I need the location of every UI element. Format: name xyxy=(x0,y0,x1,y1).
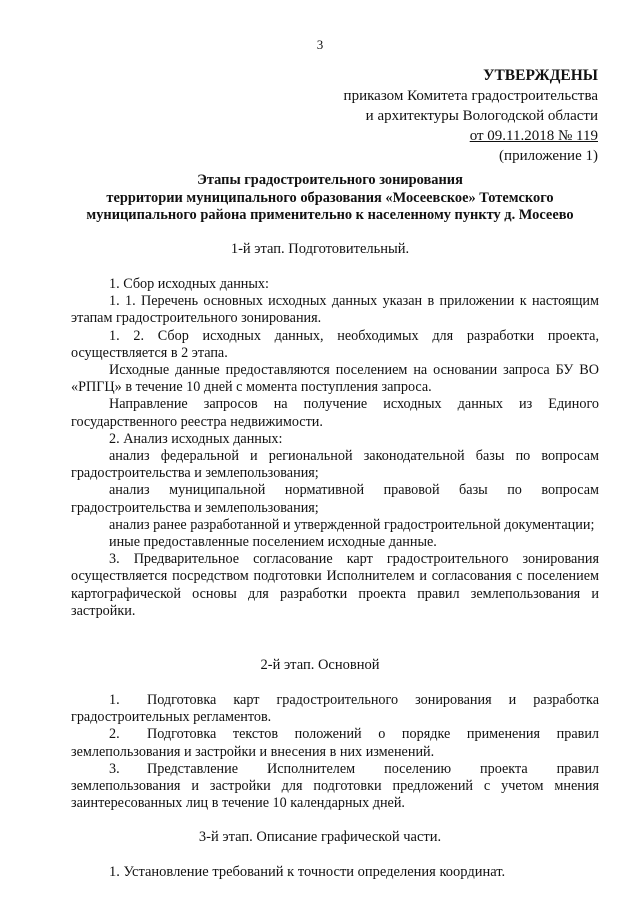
page-number: 3 xyxy=(316,37,324,52)
approval-heading: УТВЕРЖДЕНЫ xyxy=(483,67,598,84)
list-item-number: 1. xyxy=(109,692,120,708)
title-line: муниципального района применительно к населенному пункту д. Мосеево xyxy=(86,207,574,223)
paragraph: 3. Предварительное согласование карт градостроительного зонирования осуществляется посредством подготовки Исполнителем и согласования с поселением картографической основы для разработки проекта правил землепользования и застройки. xyxy=(71,551,599,619)
stage3-item: 1. Установление требований к точности определения координат. xyxy=(109,864,506,880)
title-line: территории муниципального образования «Мосеевское» Тотемского xyxy=(106,189,554,206)
paragraph: иные предоставленные поселением исходные данные. xyxy=(109,534,437,551)
paragraph: 1. 2. Сбор исходных данных, необходимых для разработки проекта, осуществляется в 2 этапа. xyxy=(71,327,599,361)
list-item-text: Подготовка карт градостроительного зонирования и разработка градостроительных регламентов. xyxy=(71,692,599,726)
approval-stamp xyxy=(344,66,598,166)
list-item xyxy=(71,761,599,813)
paragraph: 2. Анализ исходных данных: xyxy=(109,430,283,447)
approval-line: и архитектуры Вологодской области xyxy=(365,108,598,124)
list-item xyxy=(71,726,599,760)
list-item xyxy=(71,692,599,726)
list-item-number: 2. xyxy=(109,726,120,743)
paragraph: 1. 1. Перечень основных исходных данных указан в приложении к настоящим этапам градостроительного зонирования. xyxy=(71,293,599,327)
stage2-heading: 2-й этап. Основной xyxy=(260,657,380,673)
stage2-list xyxy=(71,692,599,812)
paragraph: анализ ранее разработанной и утвержденной градостроительной документации; xyxy=(109,516,595,533)
paragraph: Направление запросов на получение исходных данных из Единого государственного реестра недвижимости. xyxy=(71,396,599,430)
list-item-number: 3. xyxy=(109,760,120,777)
stage3-heading: 3-й этап. Описание графической части. xyxy=(198,829,442,845)
list-item-text: Представление Исполнителем поселению проекта правил землепользования и застройки для подготовки предложений с учетом мнения заинтересованных лиц в течение 10 календарных дней. xyxy=(71,760,599,812)
stage1-body xyxy=(71,276,599,620)
document-title xyxy=(60,172,600,225)
paragraph: 1. Сбор исходных данных: xyxy=(109,276,269,292)
approval-order-ref: от 09.11.2018 № 119 xyxy=(469,128,598,144)
paragraph: Исходные данные предоставляются поселением на основании запроса БУ ВО «РПГЦ» в течение 10 дней с момента поступления запроса. xyxy=(71,362,599,396)
approval-line: приказом Комитета градостроительства xyxy=(343,88,598,104)
paragraph: анализ федеральной и региональной законодательной базы по вопросам градостроительства и землепользования; xyxy=(71,448,599,482)
approval-appendix: (приложение 1) xyxy=(499,148,598,164)
stage1-heading: 1-й этап. Подготовительный. xyxy=(230,241,410,257)
title-line: Этапы градостроительного зонирования xyxy=(197,172,463,188)
list-item-text: Подготовка текстов положений о порядке применения правил землепользования и застройки и внесения в них изменений. xyxy=(71,726,599,760)
paragraph: анализ муниципальной нормативной правовой базы по вопросам градостроительства и землепользования; xyxy=(71,482,599,516)
